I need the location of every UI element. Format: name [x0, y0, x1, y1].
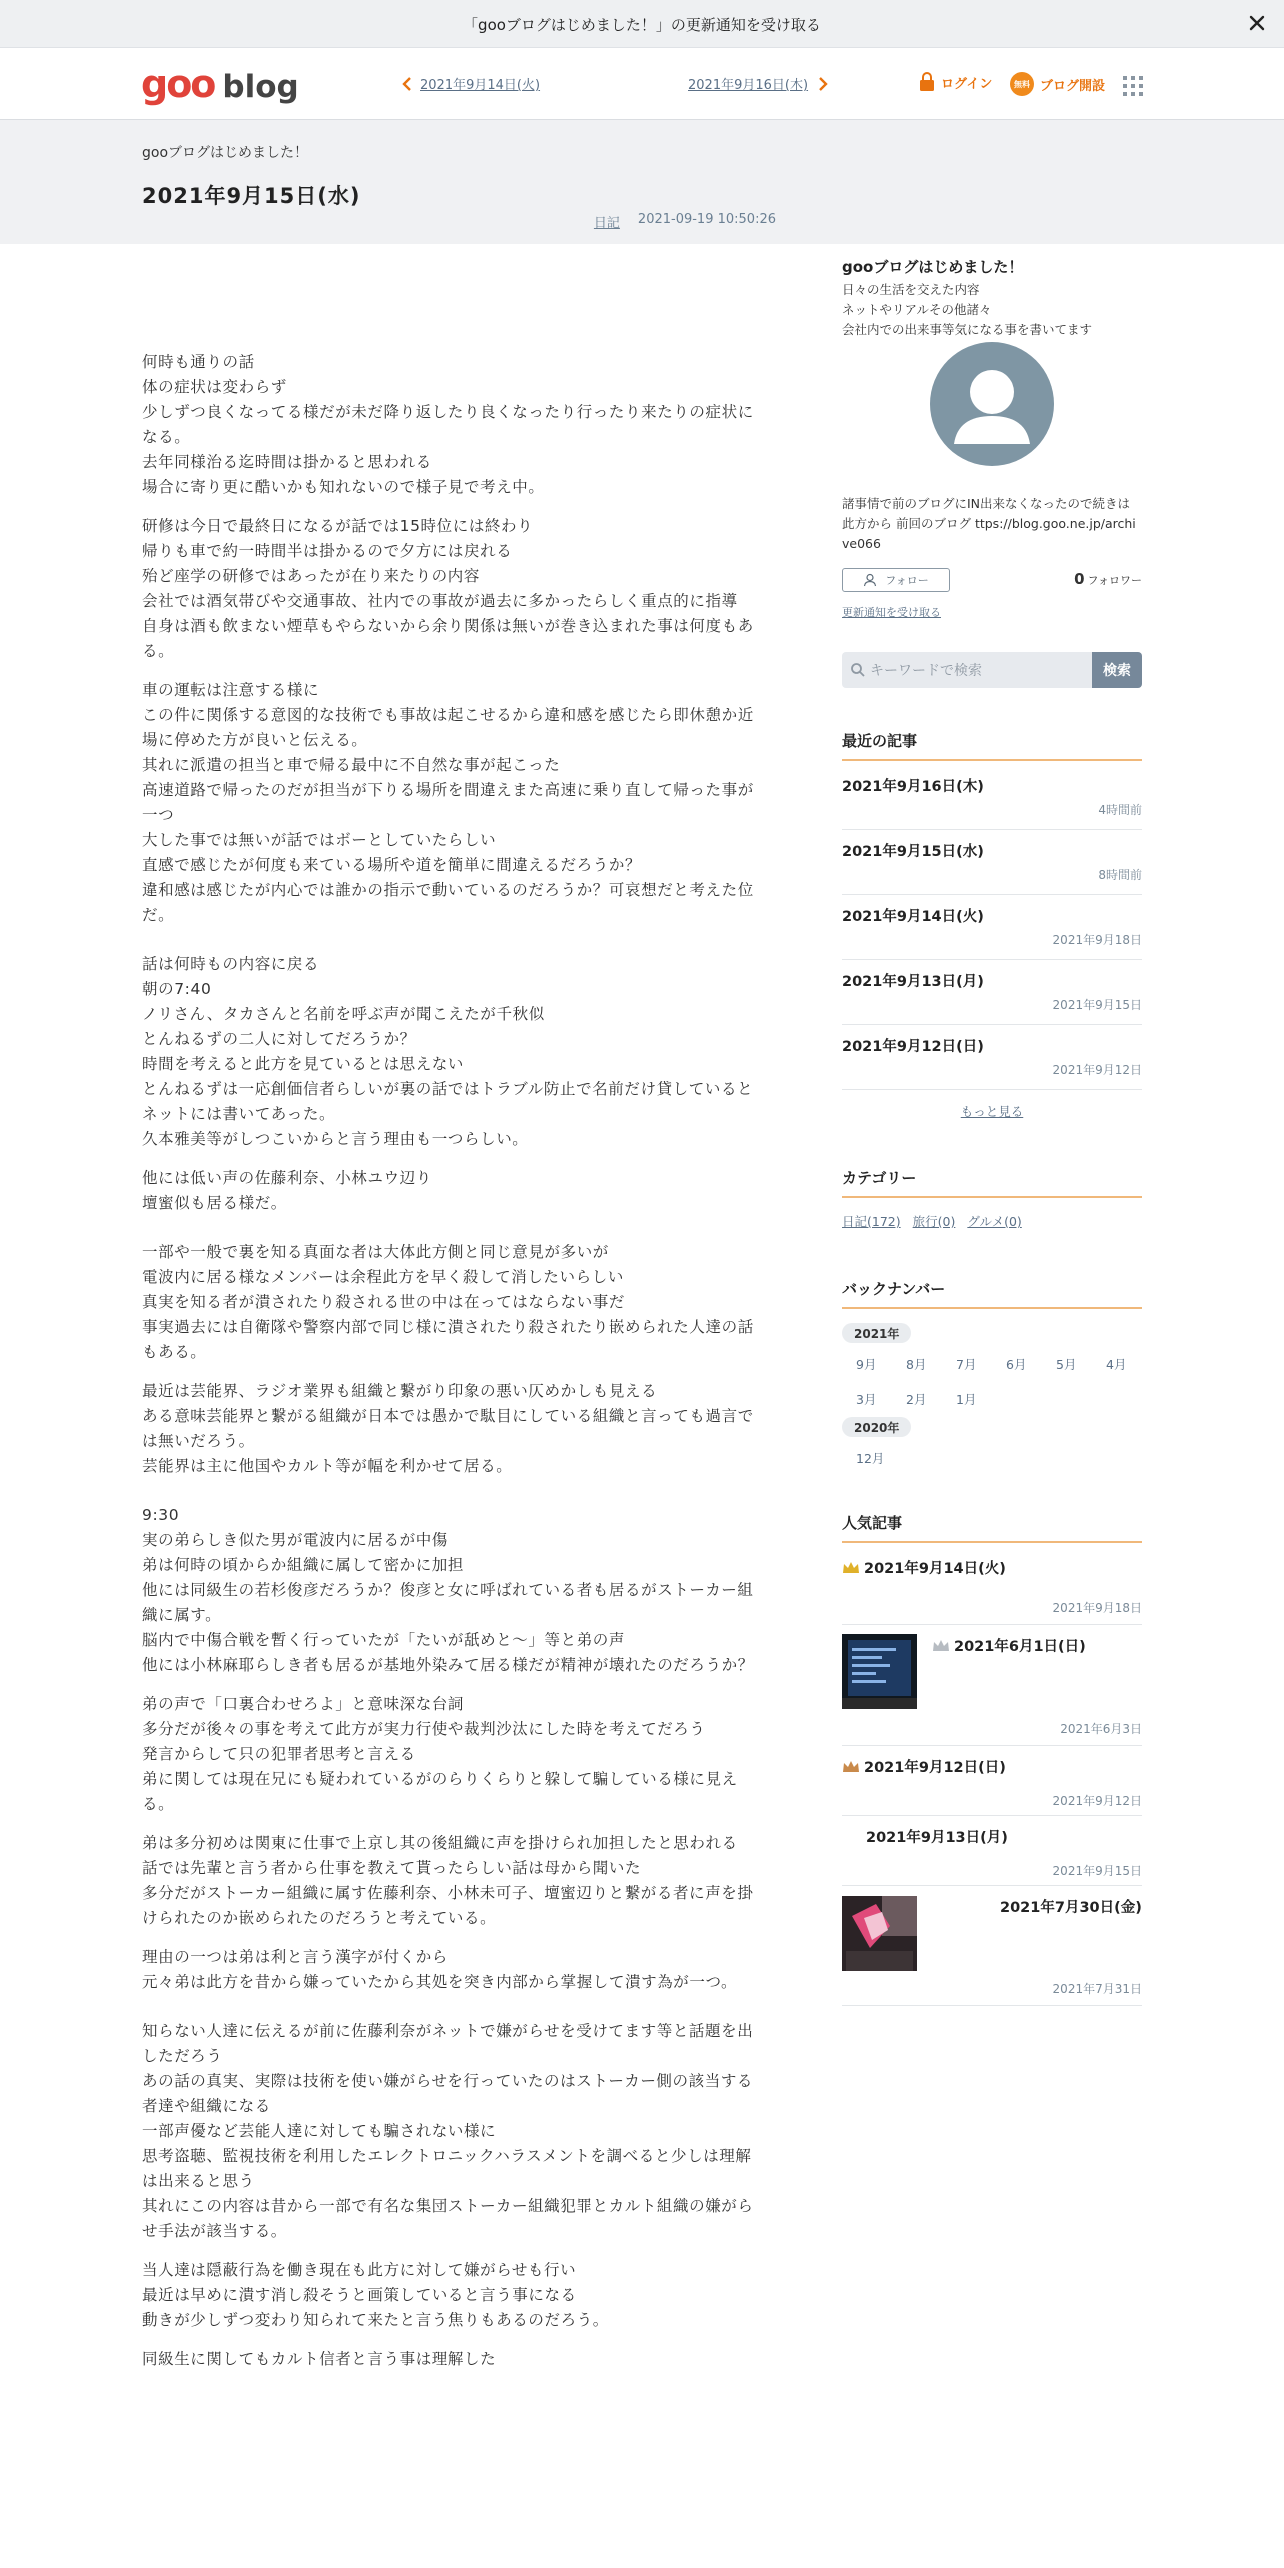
- entry-meta: [594, 212, 776, 231]
- month-link[interactable]: 2月: [906, 1392, 927, 1407]
- article-line: 久本雅美等がしつこいからと言う理由も一つらしい。: [142, 1130, 529, 1148]
- article-line: 一部声優など芸能人達に対しても騙されない様に: [142, 2122, 497, 2140]
- article-line: 殆ど座学の研修ではあったが在り来たりの内容: [142, 567, 480, 585]
- article-line: 同級生に関してもカルト信者と言う事は理解した: [142, 2350, 497, 2368]
- gold-crown-icon: [842, 1561, 860, 1575]
- article-line: 場合に寄り更に酷いかも知れないので様子見で考え中。: [142, 478, 545, 496]
- popular-item[interactable]: [842, 1886, 1142, 2006]
- site-header: [0, 48, 1284, 120]
- popular-item-date: 2021年9月12日: [1052, 1794, 1142, 1808]
- month-link[interactable]: 6月: [1006, 1357, 1027, 1372]
- article-line: 弟の声で「口裏合わせろよ」と意味深な台詞: [142, 1695, 465, 1713]
- follower-count: [1074, 570, 1142, 588]
- article-line: 何時も通りの話: [142, 353, 255, 371]
- logo-blog-text: blog: [222, 69, 299, 105]
- popular-item[interactable]: [842, 1547, 1142, 1625]
- month-list: [856, 1390, 1006, 1408]
- category-heading: カテゴリー: [842, 1167, 1142, 1198]
- open-blog-label: ブログ開設: [1040, 78, 1106, 94]
- popular-item-title[interactable]: 2021年6月1日(日): [954, 1639, 1086, 1655]
- month-list: [856, 1355, 1156, 1373]
- article-line: 直感で感じたが何度も来ている場所や道を簡単に間違えるだろうか？: [142, 856, 642, 874]
- article-paragraph: [142, 2258, 764, 2333]
- entry-title: 2021年9月15日(水): [142, 184, 361, 208]
- article-line: 帰りも車で約一時間半は掛かるので夕方には戻れる: [142, 542, 513, 560]
- next-entry-label: 2021年9月16日(木): [688, 78, 809, 93]
- category-link[interactable]: グルメ(0): [967, 1214, 1022, 1229]
- article-line: 最近は芸能界、ラジオ業界も組織と繋がり印象の悪い仄めかしも見える: [142, 1382, 658, 1400]
- month-list: [856, 1449, 906, 1467]
- backnumber-heading: バックナンバー: [842, 1278, 1142, 1309]
- article-line: 車の運転は注意する様に: [142, 681, 320, 699]
- article-line: 大した事では無いが話ではボーとしていたらしい: [142, 831, 497, 849]
- article-line: 話は何時もの内容に戻る: [142, 955, 320, 973]
- article-line: この件に関係する意図的な技術でも事故は起こせるから違和感を感じたら即休憩か近場に停めた方が良いと伝える。: [142, 706, 754, 749]
- goo-blog-logo[interactable]: [141, 62, 299, 106]
- popular-item[interactable]: [842, 1625, 1142, 1746]
- chevron-left-icon: [400, 75, 414, 93]
- recent-item[interactable]: [842, 765, 1142, 830]
- recent-item-date: 8時間前: [1098, 868, 1142, 882]
- article-line: 知らない人達に伝えるが前に佐藤利奈がネットで嫌がらせを受けてます等と話題を出しただろう: [142, 2022, 754, 2065]
- article-line: 時間を考えると此方を見ているとは思えない: [142, 1055, 465, 1073]
- month-link[interactable]: 8月: [906, 1357, 927, 1372]
- car-interior-photo-image: [842, 1896, 917, 1971]
- month-link[interactable]: 12月: [856, 1451, 885, 1466]
- article-line: 弟は多分初めは関東に仕事で上京し其の後組織に声を掛けられ加担したと思われる: [142, 1834, 738, 1852]
- category-link[interactable]: 日記(172): [842, 1214, 901, 1229]
- blog-search: [842, 652, 1142, 688]
- search-button[interactable]: 検索: [1092, 652, 1142, 688]
- follow-label: フォロー: [885, 574, 929, 587]
- article-line: 多分だがストーカー組織に属す佐藤利奈、小林未可子、壇蜜辺りと繋がる者に声を掛けられたのか嵌められたのだろうと考えている。: [142, 1884, 754, 1927]
- month-link[interactable]: 1月: [956, 1392, 977, 1407]
- bronze-crown-icon: [842, 1760, 860, 1774]
- popular-item-title[interactable]: 2021年7月30日(金): [1000, 1900, 1142, 1916]
- blog-name[interactable]: gooブログはじめました！: [142, 145, 309, 161]
- article-line: 高速道路で帰ったのだが担当が下りる場所を間違えまた高速に乗り直して帰った事が一つ: [142, 781, 754, 824]
- popular-item-date: 2021年9月15日: [1052, 1864, 1142, 1878]
- login-label: ログイン: [941, 76, 993, 92]
- apps-grid-icon[interactable]: [1122, 75, 1144, 97]
- lock-icon: [918, 72, 936, 92]
- recent-item[interactable]: [842, 960, 1142, 1025]
- recent-item-date: 2021年9月15日: [1052, 998, 1142, 1012]
- profile-note: 諸事情で前のブログにIN出来なくなったので続きは此方から 前回のブログ ttps://blog.goo.ne.jp/archive066: [842, 496, 1136, 551]
- recent-item-title[interactable]: 2021年9月15日(水): [842, 844, 984, 860]
- article-line: 他には低い声の佐藤利奈、小林ユウ辺り: [142, 1169, 432, 1187]
- previous-entry-label: 2021年9月14日(火): [420, 78, 541, 93]
- article-line: 他には同級生の若杉俊彦だろうか？俊彦と女に呼ばれている者も居るがストーカー組織に属す。: [142, 1581, 754, 1624]
- login-button[interactable]: [918, 72, 992, 92]
- article-paragraph: [142, 1240, 764, 1365]
- article-line: 体の症状は変わらず: [142, 378, 287, 396]
- article-paragraph: [142, 2019, 764, 2244]
- recent-item[interactable]: [842, 895, 1142, 960]
- person-icon: [863, 573, 877, 587]
- popular-item-date: 2021年7月31日: [1052, 1982, 1142, 1996]
- article-paragraph: [142, 678, 764, 928]
- article-line: とんねるずの二人に対してだろうか？: [142, 1030, 416, 1048]
- search-icon: [850, 662, 866, 678]
- screen-photo-image: [842, 1634, 917, 1709]
- more-link[interactable]: もっと見る: [960, 1104, 1024, 1119]
- follower-number: 0: [1074, 570, 1085, 588]
- chevron-right-icon: [816, 75, 830, 93]
- article-line: 多分だが後々の事を考えて此方が実力行使や裁判沙汰にした時を考えてだろう: [142, 1720, 706, 1738]
- article-line: 思考盗聴、監視技術を利用したエレクトロニックハラスメントを調べると少しは理解は出来ると思う: [142, 2147, 752, 2190]
- entry-category-link[interactable]: 日記: [593, 216, 620, 231]
- month-link[interactable]: 9月: [856, 1357, 877, 1372]
- recent-item-title[interactable]: 2021年9月16日(木): [842, 779, 984, 795]
- close-icon[interactable]: [1244, 10, 1270, 36]
- article-line: 脳内で中傷合戦を暫く行っていたが「たいが舐めと～」等と弟の声: [142, 1631, 626, 1649]
- recent-item-title[interactable]: 2021年9月14日(火): [842, 909, 984, 925]
- article-line: 一部や一般で裏を知る真面な者は大体此方側と同じ意見が多いが: [142, 1243, 609, 1261]
- popular-item-title[interactable]: 2021年9月13日(月): [866, 1830, 1008, 1846]
- avatar[interactable]: [930, 342, 1054, 466]
- notification-text[interactable]: 「gooブログはじめました！」の更新通知を受け取る: [463, 16, 821, 34]
- article-line: 話では先輩と言う者から仕事を教えて貰ったらしい話は母から聞いた: [142, 1859, 642, 1877]
- profile-title: gooブログはじめました！: [842, 258, 1024, 276]
- recent-heading: 最近の記事: [842, 730, 1142, 761]
- article-line: 芸能界は主に他国やカルト等が幅を利かせて居る。: [142, 1457, 513, 1475]
- recent-item-date: 2021年9月18日: [1052, 933, 1142, 947]
- popular-heading: 人気記事: [842, 1512, 1142, 1543]
- popular-thumbnail[interactable]: [842, 1634, 917, 1709]
- article-line: 壇蜜似も居る様だ。: [142, 1194, 287, 1212]
- article-paragraph: [142, 952, 764, 1152]
- article-paragraph: [142, 350, 764, 500]
- article-line: 実の弟らしき似た男が電波内に居るが中傷: [142, 1531, 448, 1549]
- category-list: [842, 1212, 1022, 1230]
- article-line: とんねるずは一応創価信者らしいが裏の話ではトラブル防止で名前だけ貸しているとネットには書いてあった。: [142, 1080, 754, 1123]
- entry-header: [0, 120, 1284, 244]
- article-line: 真実を知る者が潰されたり殺される世の中は在ってはならない事だ: [142, 1293, 626, 1311]
- article-line: 自身は酒も飲まない煙草もやらないから余り関係は無いが巻き込まれた事は何度もある。: [142, 617, 754, 660]
- popular-item-date: 2021年6月3日: [1060, 1722, 1142, 1736]
- article-line: 少しずつ良くなってる様だが未だ降り返したり良くなったり行ったり来たりの症状になる。: [142, 403, 754, 446]
- article-paragraph: [142, 1831, 764, 1931]
- article-paragraph: [142, 1503, 764, 1678]
- article-line: 研修は今日で最終日になるが話では15時位には終わり: [142, 517, 534, 535]
- month-link[interactable]: 7月: [956, 1357, 977, 1372]
- article-paragraph: [142, 1945, 764, 1995]
- popular-item-date: 2021年9月18日: [1052, 1601, 1142, 1615]
- recent-item-title[interactable]: 2021年9月13日(月): [842, 974, 984, 990]
- recent-item-title[interactable]: 2021年9月12日(日): [842, 1039, 984, 1055]
- article-line: ノリさん、タカさんと名前を呼ぶ声が聞こえたが千秋似: [142, 1005, 545, 1023]
- open-blog-button[interactable]: [1010, 72, 1105, 96]
- article-line: 当人達は隠蔽行為を働き現在も此方に対して嫌がらせも行い: [142, 2261, 577, 2279]
- category-link[interactable]: 旅行(0): [912, 1214, 956, 1229]
- follow-button[interactable]: [842, 568, 950, 592]
- month-link[interactable]: 5月: [1056, 1357, 1077, 1372]
- recent-item[interactable]: [842, 830, 1142, 895]
- recent-item-date: 4時間前: [1098, 803, 1142, 817]
- year-badge: 2020年: [842, 1417, 911, 1437]
- logo-goo-text: goo: [141, 62, 215, 106]
- popular-item[interactable]: [842, 1816, 1142, 1886]
- article-line: 弟は何時の頃からか組織に属して密かに加担: [142, 1556, 465, 1574]
- profile-desc-line: 会社内での出来事等気になる事を書いてます: [842, 322, 1093, 337]
- month-link[interactable]: 4月: [1106, 1357, 1127, 1372]
- previous-entry-link[interactable]: [400, 74, 540, 93]
- notification-bar[interactable]: [0, 0, 1284, 48]
- article-line: 電波内に居る様なメンバーは余程此方を早く殺して消したいらしい: [142, 1268, 624, 1286]
- popular-thumbnail[interactable]: [842, 1896, 917, 1971]
- article-line: 最近は早めに潰す消し殺そうと画策していると言う事になる: [142, 2286, 577, 2304]
- article-line: 9:30: [142, 1506, 180, 1524]
- article-line: あの話の真実、実際は技術を使い嫌がらせを行っていたのはストーカー側の該当する者達や組織になる: [142, 2072, 754, 2115]
- article-paragraph: [142, 2347, 764, 2372]
- article-paragraph: [142, 1166, 764, 1216]
- article-line: 元々弟は此方を昔から嫌っていたから其処を突き内部から掌握して潰す為が一つ。: [142, 1973, 738, 1991]
- article-line: 発言からして只の犯罪者思考と言える: [142, 1745, 416, 1763]
- article-paragraph: [142, 1692, 764, 1817]
- article-paragraph: [142, 514, 764, 664]
- article-paragraph: [142, 1379, 764, 1479]
- silver-crown-icon: [932, 1639, 950, 1653]
- popular-item[interactable]: [842, 1746, 1142, 1816]
- search-input[interactable]: [842, 652, 1092, 688]
- profile-desc-line: 日々の生活を交えた内容: [842, 282, 980, 297]
- free-badge: 無料: [1010, 72, 1034, 96]
- follower-label: フォロワー: [1087, 574, 1142, 587]
- article-line: 会社では酒気帯びや交通事故、社内での事故が過去に多かったらしく重点的に指導: [142, 592, 738, 610]
- article-line: 其れにこの内容は昔から一部で有名な集団ストーカー組織犯罪とカルト組織の嫌がらせ手法が該当する。: [142, 2197, 754, 2240]
- article-line: 動きが少しずつ変わり知られて来たと言う焦りもあるのだろう。: [142, 2311, 609, 2329]
- article-line: 理由の一つは弟は利と言う漢字が付くから: [142, 1948, 448, 1966]
- article-line: 其れに派遣の担当と車で帰る最中に不自然な事が起こった: [142, 756, 561, 774]
- year-badge: 2021年: [842, 1323, 911, 1343]
- popular-item-title[interactable]: 2021年9月14日(火): [864, 1561, 1006, 1577]
- profile-description: [842, 280, 1092, 340]
- next-entry-link[interactable]: [688, 74, 830, 93]
- article-line: ある意味芸能界と繋がる組織が日本では愚かで駄目にしている組織と言っても過言では無いだろう。: [142, 1407, 754, 1450]
- month-link[interactable]: 3月: [856, 1392, 877, 1407]
- update-notify-link[interactable]: 更新通知を受け取る: [842, 606, 941, 619]
- popular-item-title[interactable]: 2021年9月12日(日): [864, 1760, 1006, 1776]
- article-body: [142, 350, 764, 2386]
- article-line: 違和感は感じたが内心では誰かの指示で動いているのだろうか？可哀想だと考えた位だ。: [142, 881, 754, 924]
- recent-item-date: 2021年9月12日: [1052, 1063, 1142, 1077]
- entry-datetime: 2021-09-19 10:50:26: [637, 212, 776, 227]
- article-line: 弟に関しては現在兄にも疑われているがのらりくらりと躱して騙している様に見える。: [142, 1770, 738, 1813]
- user-silhouette-icon: [930, 342, 1054, 466]
- article-line: 事実過去には自衛隊や警察内部で同じ様に潰されたり殺されたり嵌められた人達の話もある。: [142, 1318, 754, 1361]
- profile-desc-line: ネットやリアルその他諸々: [842, 302, 992, 317]
- article-line: 他には小林麻耶らしき者も居るが基地外染みて居る様だが精神が壊れたのだろうか？: [142, 1656, 754, 1674]
- article-line: 去年同様治る迄時間は掛かると思われる: [142, 453, 432, 471]
- article-line: 朝の7:40: [142, 980, 212, 998]
- recent-item[interactable]: [842, 1025, 1142, 1090]
